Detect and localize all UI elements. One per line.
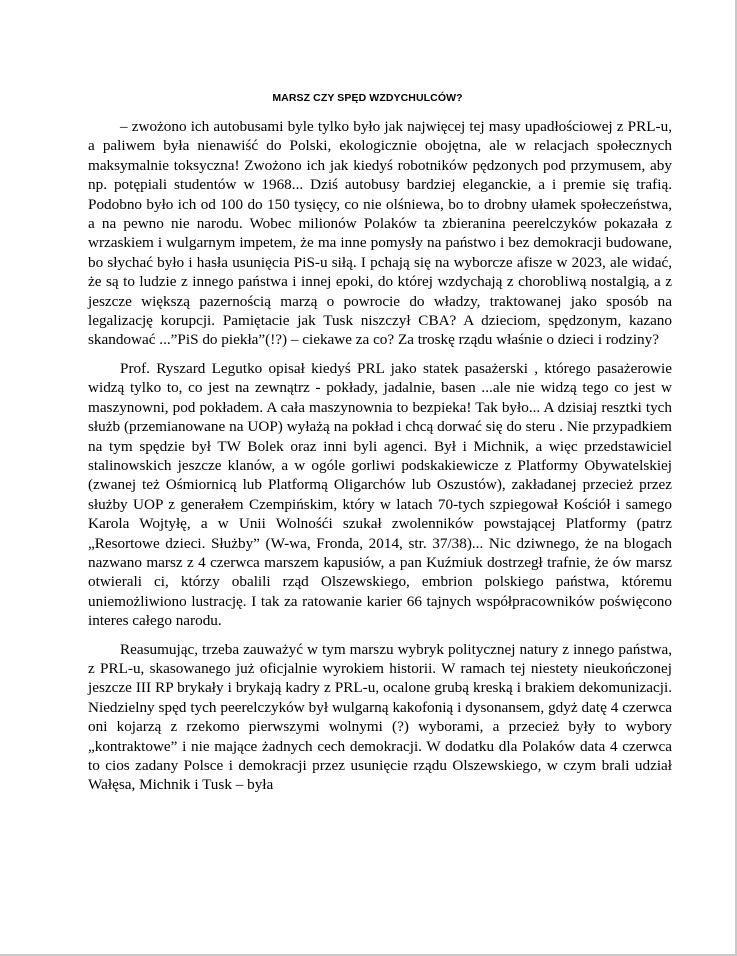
paragraph-1: – zwożono ich autobusami byle tylko było jak najwięcej tej masy upadłościowej z PRL-u, a paliwem była nienawiść do Polski, ekologicznie obojętna, ale w relacjach społecznych maksymalnie toksyczna! Zwożono ich jak kiedyś robotników pędzonych pod przymusem, aby np. potępiali studentów w 1968... Dziś autobusy bardziej eleganckie, a i premie się trafią. Podobno było ich od 100 do 150 tysięcy, co nie olśniewa, bo to drobny ułamek społeczeństwa, a na pewno nie narodu. Wobec milionów Polaków ta zbieranina peerelczyków pokazała z wrzaskiem i wulgarnym impetem, że ma inne pomysły na państwo i bez demokracji budowane, bo słychać było i hasła usunięcia PiS-u siłą. I pchają się na wyborcze afisze w 2023, ale widać, że są to ludzie z innego państwa i innej epoki, do której wzdychają z chorobliwą nostalgią, a z jeszcze większą pazernością marzą o powrocie do władzy, traktowanej jako sposób na legalizację korupcji. Pamiętacie jak Tusk niszczył CBA? A dzieciom, spędzonym, kazano skandować ...”PiS do piekła”(!?) – ciekawe za co? Za troskę rządu właśnie o dzieci i rodziny?: [88, 118, 672, 349]
document-title: MARSZ CZY SPĘD WZDYCHULCÓW?: [272, 92, 463, 104]
paragraph-2: Prof. Ryszard Legutko opisał kiedyś PRL jako statek pasażerski , którego pasażerowie widzą tylko to, co jest na zewnątrz - pokłady, jadalnie, basen ...ale nie widzą tego co jest w maszynowni, pod pokładem. A cała maszynownia to bezpieka! Tak było... A dzisiaj resztki tych służb (przemianowane na UOP) wyłażą na pokład i chcą dorwać się do steru . Nie przypadkiem na tym spędzie był TW Bolek oraz inni byli agenci. Był i Michnik, a więc przedstawiciel stalinowskich jeszcze klanów, a w ogóle gorliwi podskakiewicze z Platformy Obywatelskiej (zwanej też Ośmiornicą lub Platformą Oligarchów lub Oszustów), zakładanej przecież przez służby UOP z generałem Czempińskim, który w latach 70-tych szpiegował Kościół i samego Karola Wojtyłę, a w Unii Wolnośći szukał zwolenników powstającej Platformy (patrz „Resortowe dzieci. Służby” (W-wa, Fronda, 2014, str. 37/38)... Nic dziwnego, że na blogach nazwano marsz z 4 czerwca marszem kapusiów, a pan Kuźmiuk dostrzegł trafnie, że ów marsz otwierali ci, którzy obalili rząd Olszewskiego, embrion polskiego państwa, któremu uniemożliwiono lustrację. I tak za ratowanie karier 66 tajnych współpracowników poświęcono interes całego narodu.: [88, 359, 672, 630]
document-body: [88, 117, 672, 804]
paragraph-3: Reasumując, trzeba zauważyć w tym marszu wybryk politycznej natury z innego państwa, z PRL-u, skasowanego już oficjalnie wyrokiem historii. W ramach tej niestety nieukończonej jeszcze III RP brykały i brykają kadry z PRL-u, ocalone grubą kreską i brakiem dekomunizacji. Niedzielny spęd tych peerelczyków był wulgarną kakofonią i dysonansem, gdyż datę 4 czerwca oni kojarzą z rzekomo pierwszymi wolnymi (?) wyborami, a przecież były to wybory „kontraktowe” i nie mające żadnych cech demokracji. W dodatku dla Polaków data 4 czerwca to cios zadany Polsce i demokracji przez usunięcie rządu Olszewskiego, w czym brali udział Wałęsa, Michnik i Tusk – była: [88, 640, 672, 794]
